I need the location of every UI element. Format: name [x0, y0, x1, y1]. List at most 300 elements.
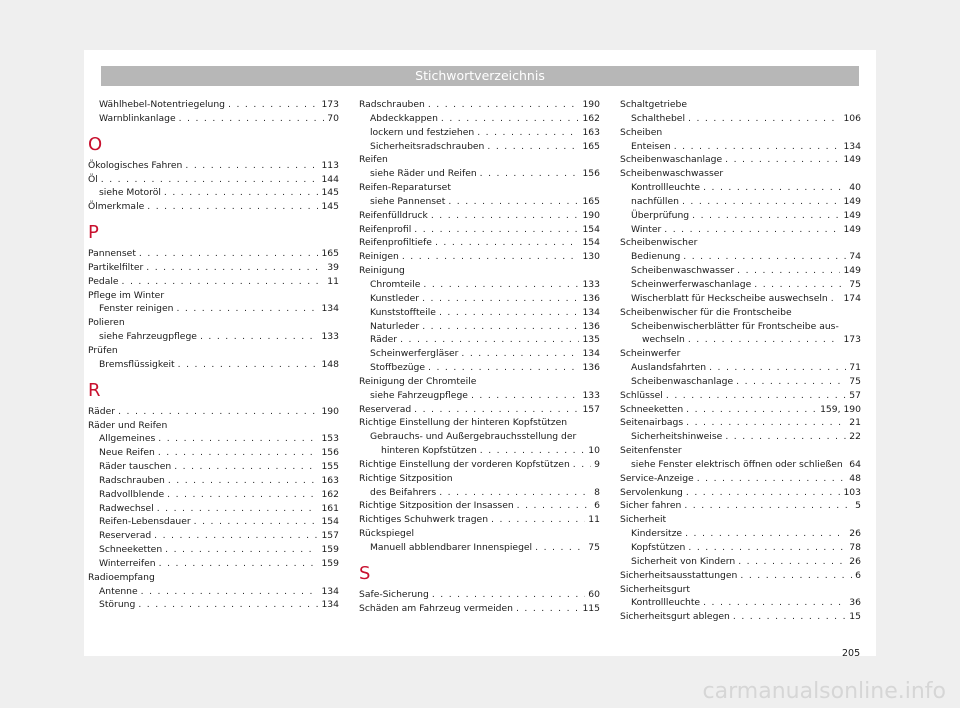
dot-leader [683, 403, 817, 417]
entry-term: Radwechsel [99, 502, 154, 514]
index-entry [359, 292, 600, 306]
entry-page: 26 [849, 555, 861, 567]
index-column-3 [620, 98, 861, 624]
index-heading: Pflege im Winter [88, 289, 165, 301]
index-entry [88, 529, 339, 543]
dot-leader [155, 446, 319, 460]
index-entry [359, 389, 600, 403]
entry-page: 36 [849, 597, 861, 609]
entry-page: 156 [321, 447, 339, 459]
dot-leader [468, 389, 580, 403]
index-entry [88, 247, 339, 261]
index-entry [88, 173, 339, 187]
entry-page: 149 [843, 223, 861, 235]
dot-leader [176, 112, 325, 126]
dot-leader [138, 585, 319, 599]
dot-leader [397, 333, 579, 347]
entry-term: Reifen-Lebensdauer [99, 516, 191, 528]
dot-leader [734, 264, 840, 278]
entry-term: Wählhebel-Notentriegelung [99, 99, 225, 110]
index-entry [88, 200, 339, 214]
dot-leader [191, 515, 319, 529]
entry-term: Scheinwerferwaschanlage [631, 278, 752, 290]
entry-page: 106 [843, 112, 861, 124]
entry-page: 75 [588, 542, 600, 553]
entry-page: 145 [321, 201, 339, 213]
dot-leader [751, 278, 846, 292]
dot-leader [682, 527, 846, 541]
dot-leader [436, 306, 579, 320]
entry-page: 159 [321, 544, 339, 556]
dot-leader [98, 173, 319, 187]
index-entry [88, 302, 339, 316]
dot-leader [685, 541, 846, 555]
entry-page: 75 [849, 375, 861, 387]
entry-term: siehe Räder und Reifen [370, 168, 477, 180]
index-entry [359, 588, 600, 602]
index-entry [88, 432, 339, 446]
dot-leader [411, 223, 579, 237]
index-entry [620, 458, 861, 472]
index-entry [620, 250, 861, 264]
entry-term: Reifenprofil [359, 223, 412, 235]
dot-leader [514, 499, 591, 513]
index-heading: Polieren [88, 317, 125, 329]
entry-page: 159, 190 [820, 403, 861, 415]
entry-term: wechseln [642, 334, 685, 346]
index-heading: Schaltgetriebe [620, 99, 688, 110]
entry-term: Störung [99, 599, 136, 611]
entry-term: hinteren Kopfstützen [381, 445, 477, 457]
dot-leader [477, 444, 586, 458]
index-heading: Reinigung [359, 265, 405, 277]
dot-leader [136, 247, 319, 261]
index-entry [359, 458, 600, 472]
entry-page: 154 [321, 516, 339, 528]
entry-term: Bedienung [631, 251, 681, 263]
dot-leader [737, 569, 852, 583]
dot-leader [700, 596, 846, 610]
entry-page: 161 [321, 502, 339, 514]
dot-leader [681, 499, 852, 513]
entry-term: Schlüssel [620, 389, 663, 401]
entry-term: siehe Fahrzeugpflege [99, 331, 197, 343]
entry-page: 6 [594, 500, 600, 512]
entry-term: Überprüfung [631, 209, 690, 221]
index-entry [88, 474, 339, 488]
entry-term: Richtige Sitzposition der Insassen [359, 500, 514, 512]
index-entry [88, 488, 339, 502]
entry-page: 148 [321, 358, 339, 370]
dot-leader [730, 610, 846, 624]
index-entry [359, 140, 600, 154]
entry-term: siehe Motoröl [99, 187, 161, 199]
entry-term: Winterreifen [99, 557, 156, 569]
entry-page: 157 [582, 403, 600, 415]
index-entry [359, 306, 600, 320]
entry-term: Warnblinkanlage [99, 112, 176, 124]
dot-leader [173, 302, 318, 316]
entry-term: nachfüllen [631, 195, 679, 207]
dot-leader [429, 588, 585, 602]
entry-page: 154 [582, 223, 600, 235]
index-entry [88, 502, 339, 516]
entry-page: 149 [843, 209, 861, 221]
index-entry [359, 167, 600, 181]
index-entry [88, 112, 339, 126]
index-entry [620, 541, 861, 555]
index-heading: Scheibenwaschwasser [620, 168, 724, 180]
index-entry [359, 209, 600, 223]
entry-page: 115 [582, 602, 600, 614]
index-entry [88, 159, 339, 173]
dot-leader [428, 209, 580, 223]
dot-leader [165, 474, 319, 488]
entry-page: 134 [321, 599, 339, 611]
entry-term: Kontrollleuchte [631, 597, 701, 609]
index-entry [359, 444, 600, 458]
entry-term: Stoffbezüge [370, 362, 425, 374]
dot-leader [474, 126, 579, 140]
entry-term: Scheibenwaschanlage [620, 154, 723, 166]
dot-leader [689, 209, 840, 223]
dot-leader [164, 488, 318, 502]
entry-term: Schneeketten [99, 544, 163, 556]
index-entry [620, 153, 861, 167]
entry-term: Naturleder [370, 320, 420, 332]
entry-page: 134 [582, 348, 600, 360]
entry-page: 21 [849, 417, 861, 429]
index-entry [88, 585, 339, 599]
entry-page: 190 [582, 99, 600, 110]
entry-term: Richtige Einstellung der vorderen Kopfstützen [359, 458, 570, 470]
dot-leader [663, 389, 846, 403]
entry-page: 156 [582, 168, 600, 180]
entry-page: 130 [582, 251, 600, 263]
dot-leader [135, 598, 318, 612]
index-column-2 [359, 98, 600, 616]
entry-term: Sicherheitsausstattungen [620, 569, 738, 581]
entry-page: 5 [855, 500, 861, 512]
index-entry [620, 569, 861, 583]
index-entry [620, 223, 861, 237]
index-entry [359, 195, 600, 209]
entry-term: Richtiges Schuhwerk tragen [359, 514, 489, 526]
entry-page: 149 [843, 195, 861, 207]
dot-leader [162, 543, 318, 557]
index-entry [359, 236, 600, 250]
entry-term: siehe Fenster elektrisch öffnen oder schließen [631, 458, 843, 470]
entry-page: 149 [843, 154, 861, 166]
dot-leader [171, 460, 318, 474]
entry-page: 15 [849, 611, 861, 623]
entry-page: 153 [321, 433, 339, 445]
section-letter: P [88, 222, 99, 244]
dot-leader [115, 405, 318, 419]
entry-page: 60 [588, 588, 600, 600]
index-entry [359, 499, 600, 513]
entry-term: Kindersitze [631, 528, 683, 540]
entry-page: 165 [321, 248, 339, 260]
entry-term: Sicherheitshinweise [631, 431, 723, 443]
index-entry [620, 361, 861, 375]
dot-leader [445, 195, 579, 209]
index-entry [359, 602, 600, 616]
entry-page: 26 [849, 528, 861, 540]
index-heading: Sicherheit [620, 514, 667, 526]
entry-page: 40 [849, 182, 861, 194]
section-letter: S [359, 562, 371, 584]
index-entry [359, 320, 600, 334]
entry-page: 74 [849, 251, 861, 263]
entry-term: Räder [88, 405, 116, 417]
dot-leader [694, 472, 847, 486]
entry-page: 136 [582, 292, 600, 304]
entry-page: 149 [843, 265, 861, 277]
dot-leader [679, 195, 840, 209]
dot-leader [683, 416, 846, 430]
index-entry [88, 358, 339, 372]
entry-term: Seitenairbags [620, 417, 684, 429]
entry-term: Reserverad [99, 530, 152, 542]
index-heading: Sicherheitsgurt [620, 583, 690, 595]
dot-leader [154, 502, 319, 516]
entry-page: 113 [321, 159, 339, 171]
index-entry [88, 275, 339, 289]
dot-leader [419, 292, 579, 306]
entry-page: 57 [849, 389, 861, 401]
entry-page: 134 [321, 585, 339, 597]
index-heading: Scheinwerfer [620, 348, 681, 360]
entry-page: 103 [843, 486, 861, 498]
entry-page: 6 [855, 569, 861, 581]
entry-term: Reserverad [359, 403, 412, 415]
entry-term: Safe-Sicherung [359, 588, 429, 600]
entry-term: des Beifahrers [370, 486, 437, 498]
entry-term: Abdeckkappen [370, 112, 438, 124]
index-entry [359, 126, 600, 140]
entry-term: Öl [88, 173, 98, 185]
entry-term: Reifenprofiltiefe [359, 237, 432, 249]
entry-term: Fenster reinigen [99, 303, 174, 315]
index-entry [88, 446, 339, 460]
index-entry [359, 223, 600, 237]
entry-term: Auslandsfahrten [631, 362, 707, 374]
dot-leader [175, 358, 319, 372]
entry-term: Reinigen [359, 251, 399, 263]
dot-leader [432, 236, 580, 250]
index-entry [88, 515, 339, 529]
entry-page: 134 [321, 303, 339, 315]
index-entry [620, 375, 861, 389]
entry-page: 70 [327, 112, 339, 124]
index-heading: Scheiben [620, 126, 663, 138]
index-entry [359, 513, 600, 527]
entry-page: 134 [843, 140, 861, 152]
entry-term: Scheibenwaschanlage [631, 375, 734, 387]
dot-leader [661, 223, 840, 237]
index-heading: Reinigung der Chromteile [359, 375, 477, 387]
entry-page: 9 [594, 458, 600, 470]
entry-term: Sicher fahren [620, 500, 682, 512]
dot-leader [735, 555, 846, 569]
dot-leader [119, 275, 325, 289]
entry-page: 75 [849, 278, 861, 290]
entry-page: 173 [321, 99, 339, 110]
dot-leader [420, 278, 579, 292]
index-entry [620, 596, 861, 610]
entry-term: Schäden am Fahrzeug vermeiden [359, 602, 513, 614]
entry-term: Scheinwerfergläser [370, 348, 459, 360]
dot-leader [458, 347, 579, 361]
entry-term: Pannenset [88, 248, 136, 260]
entry-page: 135 [582, 334, 600, 346]
index-entry [359, 250, 600, 264]
index-entry [88, 330, 339, 344]
index-entry [620, 430, 861, 444]
dot-leader [513, 602, 580, 616]
dot-leader [685, 112, 840, 126]
index-heading: Seitenfenster [620, 445, 682, 457]
entry-page: 190 [321, 405, 339, 417]
entry-term: Kopfstützen [631, 542, 686, 553]
dot-leader [411, 403, 579, 417]
index-entry [620, 486, 861, 500]
index-entry [620, 181, 861, 195]
entry-term: Radvollblende [99, 488, 165, 500]
entry-page: 64 [849, 458, 861, 470]
dot-leader [477, 167, 580, 181]
entry-term: Winter [631, 223, 662, 235]
index-heading: Richtige Einstellung der hinteren Kopfstützen [359, 417, 568, 429]
index-entry [359, 98, 600, 112]
index-entry [359, 347, 600, 361]
entry-page: 163 [321, 474, 339, 486]
index-entry [620, 333, 861, 347]
entry-page: 173 [843, 334, 861, 346]
entry-page: 39 [327, 261, 339, 273]
entry-term: Neue Reifen [99, 447, 155, 459]
page-header [101, 66, 859, 86]
entry-term: Kunstleder [370, 292, 420, 304]
index-entry [620, 472, 861, 486]
index-entry [88, 460, 339, 474]
dot-leader [225, 98, 318, 112]
index-column-1 [88, 98, 339, 612]
dot-leader [685, 333, 841, 347]
entry-term: Radschrauben [99, 474, 165, 486]
dot-leader [683, 486, 841, 500]
entry-term: Ölmerkmale [88, 201, 145, 213]
index-heading: Scheibenwischer [620, 237, 698, 249]
entry-term: Service-Anzeige [620, 472, 694, 484]
dot-leader [399, 250, 580, 264]
dot-leader [197, 330, 319, 344]
entry-page: 134 [582, 306, 600, 318]
dot-leader [532, 541, 585, 555]
entry-page: 22 [849, 431, 861, 443]
dot-leader [680, 250, 846, 264]
index-entry [620, 278, 861, 292]
index-entry [620, 389, 861, 403]
dot-leader [438, 112, 580, 126]
index-entry [620, 140, 861, 154]
entry-page: 8 [594, 486, 600, 498]
index-heading: Räder und Reifen [88, 419, 168, 431]
index-heading: Gebrauchs- und Außergebrauchsstellung der [370, 431, 577, 443]
index-entry [620, 264, 861, 278]
entry-term: lockern und festziehen [370, 126, 475, 138]
index-heading: Richtige Sitzposition [359, 472, 453, 484]
index-heading: Rückspiegel [359, 528, 415, 540]
section-letter: R [88, 379, 101, 401]
entry-term: Sicherheit von Kindern [631, 555, 736, 567]
entry-page: 144 [321, 173, 339, 185]
dot-leader [706, 361, 846, 375]
dot-leader [182, 159, 318, 173]
entry-term: Räder [370, 334, 398, 346]
dot-leader [484, 140, 579, 154]
entry-page: 163 [582, 126, 600, 138]
watermark: carmanualsonline.info [702, 679, 946, 704]
dot-leader [156, 557, 319, 571]
entry-term: Antenne [99, 585, 138, 597]
entry-term: Schneeketten [620, 403, 684, 415]
index-entry [88, 186, 339, 200]
index-entry [359, 361, 600, 375]
index-entry [620, 195, 861, 209]
entry-term: Reifenfülldruck [359, 209, 428, 221]
index-entry [88, 405, 339, 419]
dot-leader [733, 375, 846, 389]
entry-page: 159 [321, 557, 339, 569]
index-entry [88, 98, 339, 112]
index-heading: Reifen-Reparaturset [359, 182, 451, 194]
index-entry [620, 499, 861, 513]
index-heading: Scheibenwischerblätter für Frontscheibe aus- [631, 320, 839, 332]
index-entry [620, 610, 861, 624]
index-entry [88, 543, 339, 557]
entry-term: Räder tauschen [99, 461, 172, 473]
dot-leader [161, 186, 319, 200]
page-number: 205 [842, 648, 861, 659]
entry-page: 48 [849, 472, 861, 484]
entry-page: 133 [582, 389, 600, 401]
index-entry [359, 541, 600, 555]
index-entry [620, 112, 861, 126]
dot-leader [419, 320, 579, 334]
section-letter: O [88, 133, 103, 155]
header-title: Stichwortverzeichnis [415, 68, 545, 83]
entry-page: 136 [582, 320, 600, 332]
dot-leader [425, 98, 580, 112]
entry-term: Pedale [88, 275, 119, 287]
index-entry [88, 598, 339, 612]
index-entry [88, 557, 339, 571]
entry-page: 78 [849, 542, 861, 553]
entry-term: Sicherheitsradschrauben [370, 140, 485, 152]
entry-term: Chromteile [370, 278, 421, 290]
dot-leader [828, 292, 841, 306]
entry-page: 11 [327, 275, 339, 287]
entry-term: Kunststoffteile [370, 306, 436, 318]
entry-page: 154 [582, 237, 600, 249]
entry-page: 165 [582, 140, 600, 152]
index-entry [620, 527, 861, 541]
dot-leader [488, 513, 585, 527]
entry-page: 11 [588, 514, 600, 526]
index-entry [88, 261, 339, 275]
